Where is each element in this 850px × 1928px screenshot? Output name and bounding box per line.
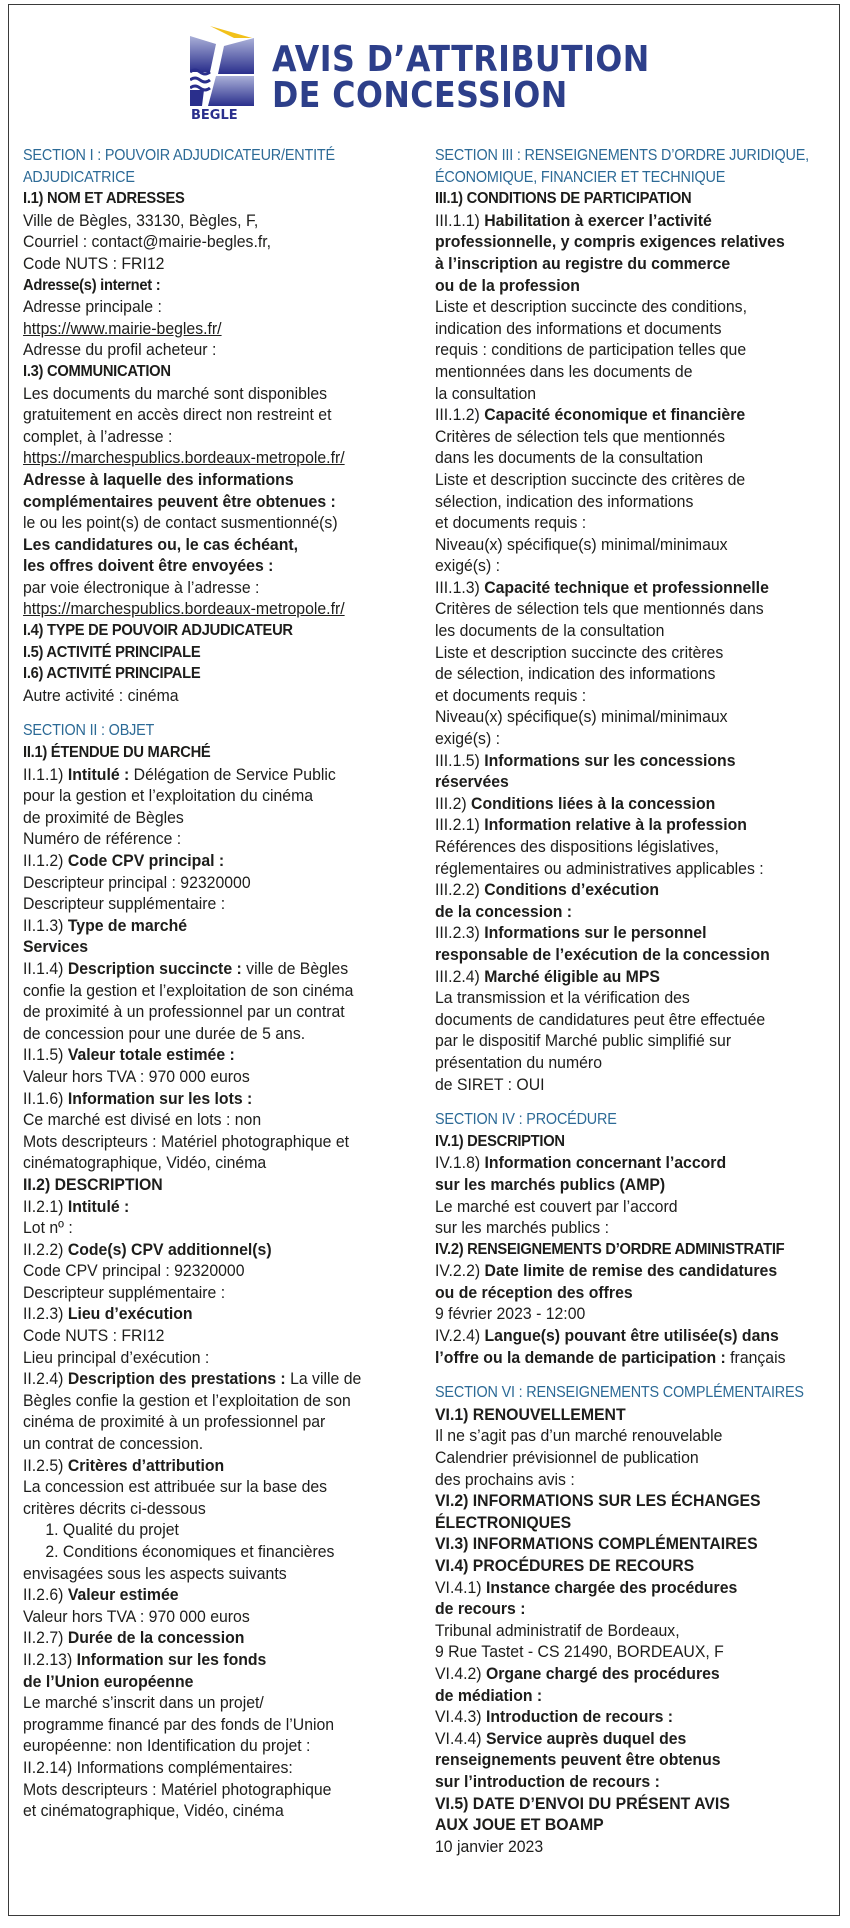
text-line: documents de candidatures peut être effectuée	[435, 1009, 766, 1029]
text-line: sélection, indication des informations	[435, 491, 694, 511]
text-line: réservées	[435, 772, 509, 792]
item-number: VI.4.1)	[435, 1577, 486, 1597]
text-line: réglementaires ou administratives applicables :	[435, 858, 764, 878]
text-line: Autre activité : cinéma	[23, 685, 179, 705]
begles-logo	[190, 24, 254, 120]
text-line: de proximité de Bègles	[23, 807, 184, 827]
text-line: de proximité à un professionnel par un contrat	[23, 1002, 345, 1022]
text-line: de sélection, indication des informations	[435, 664, 716, 684]
deadline-date: 9 février 2023 - 12:00	[435, 1304, 586, 1324]
text-line: La transmission et la vérification des	[435, 988, 690, 1008]
subsection-heading: VI.5) DATE D’ENVOI DU PRÉSENT AVIS	[435, 1793, 730, 1813]
text-line: responsable de l’exécution de la concession	[435, 944, 770, 964]
text-line: Numéro de référence :	[23, 829, 182, 849]
item-number: VI.4.4)	[435, 1728, 486, 1748]
item-number: III.1.1)	[435, 210, 485, 230]
text-line: professionnelle, y compris exigences relatives	[435, 232, 785, 252]
section-heading: SECTION VI : RENSEIGNEMENTS COMPLÉMENTAIRES	[435, 1384, 804, 1402]
text-line: gratuitement en accès direct non restreint et	[23, 405, 332, 425]
criteria-item: 2. Conditions économiques et financières	[45, 1542, 335, 1561]
item-number: II.2.2)	[23, 1239, 68, 1259]
item-number: II.1.6)	[23, 1088, 68, 1108]
marchespublics-link[interactable]: https://marchespublics.bordeaux-metropole.fr/	[23, 448, 345, 468]
item-number: IV.2.2)	[435, 1261, 485, 1281]
text-line: Références des dispositions législatives,	[435, 837, 719, 856]
item-label: Habilitation à exercer l’activité	[484, 210, 712, 230]
item-number: IV.2.4)	[435, 1326, 485, 1346]
item-text: ville de Bègles	[246, 958, 349, 978]
text-line: 9 Rue Tastet - CS 21490, BORDEAUX, F	[435, 1642, 724, 1662]
subsection-heading: II.1) ÉTENDUE DU MARCHÉ	[23, 744, 211, 762]
text-line: Ce marché est divisé en lots : non	[23, 1110, 262, 1130]
text-line: Descripteur principal : 92320000	[23, 872, 251, 892]
criteria-item: 1. Qualité du projet	[45, 1520, 179, 1540]
item-number: II.1.4)	[23, 958, 68, 978]
text-line: Critères de sélection tels que mentionnés	[435, 426, 726, 446]
text-line: Critères de sélection tels que mentionnés dans	[435, 599, 764, 619]
item-text: La ville de	[290, 1369, 362, 1389]
text-line: le ou les point(s) de contact susmentionné(s)	[23, 513, 338, 533]
text-line: ou de la profession	[435, 275, 580, 295]
item-number: II.1.5)	[23, 1045, 68, 1065]
text-line: Lot nº :	[23, 1218, 73, 1238]
item-label: Capacité technique et professionnelle	[484, 577, 769, 597]
item-number: II.2.5)	[23, 1455, 68, 1475]
text-line: des prochains avis :	[435, 1469, 575, 1489]
item-label: Intitulé :	[67, 1196, 130, 1216]
item-label: Description des prestations :	[67, 1369, 291, 1389]
notice-title	[272, 39, 650, 116]
text-line: Adresse principale :	[23, 297, 162, 317]
subsection-heading: AUX JOUE ET BOAMP	[435, 1815, 604, 1835]
subsection-heading: IV.1) DESCRIPTION	[435, 1132, 565, 1150]
subsection-heading: III.1) CONDITIONS DE PARTICIPATION	[435, 190, 692, 208]
item-label: l’offre ou la demande de participation :	[435, 1347, 731, 1367]
text-line: complémentaires peuvent être obtenues :	[23, 491, 336, 511]
item-number: IV.1.8)	[435, 1153, 485, 1173]
text-line: Valeur hors TVA : 970 000 euros	[23, 1606, 250, 1626]
text-line: Calendrier prévisionnel de publication	[435, 1448, 699, 1468]
text-line: de concession pour une durée de 5 ans.	[23, 1023, 306, 1043]
send-date: 10 janvier 2023	[435, 1836, 544, 1856]
item-number: II.1.3)	[23, 915, 68, 935]
text-line: programme financé par des fonds de l’Union	[23, 1714, 335, 1734]
section-heading: SECTION II : OBJET	[23, 722, 155, 740]
item-number: II.2.6)	[23, 1585, 68, 1605]
text-line: Il ne s’agit pas d’un marché renouvelable	[435, 1426, 723, 1446]
item-number: II.2.1)	[23, 1196, 68, 1216]
text-line: critères décrits ci-dessous	[23, 1498, 206, 1518]
text-line: et documents requis :	[435, 685, 587, 705]
subsection-heading: I.4) TYPE DE POUVOIR ADJUDICATEUR	[23, 622, 293, 640]
item-label: Introduction de recours :	[485, 1707, 674, 1727]
item-label: Description succincte :	[67, 958, 247, 978]
item-text: français	[730, 1347, 786, 1367]
text-line: Services	[23, 937, 89, 957]
item-label: Marché éligible au MPS	[484, 966, 660, 986]
text-line: confie la gestion et l’exploitation de son cinéma	[23, 980, 354, 1000]
text-line: Niveau(x) spécifique(s) minimal/minimaux	[435, 534, 728, 554]
subsection-heading: Adresse(s) internet :	[23, 276, 161, 294]
item-label: Durée de la concession	[67, 1628, 245, 1648]
item-label: Information sur les lots :	[67, 1088, 253, 1108]
text-line: de la concession :	[435, 901, 573, 921]
item-number: II.2.13)	[23, 1649, 77, 1669]
text-line: un contrat de concession.	[23, 1434, 204, 1454]
text-line: les documents de la consultation	[435, 621, 665, 641]
text-line: Le marché s’inscrit dans un projet/	[23, 1693, 264, 1713]
item-number: II.2.3)	[23, 1304, 68, 1324]
text-line: Descripteur supplémentaire :	[23, 1282, 226, 1302]
item-label: Capacité économique et financière	[484, 405, 746, 425]
subsection-heading: I.5) ACTIVITÉ PRINCIPALE	[23, 643, 201, 661]
text-line: européenne: non Identification du projet :	[23, 1736, 311, 1756]
item-number: III.1.5)	[435, 750, 485, 770]
text-line: par voie électronique à l’adresse :	[23, 577, 260, 597]
item-number: VI.4.3)	[435, 1707, 486, 1727]
website-link[interactable]: https://www.mairie-begles.fr/	[23, 318, 222, 338]
text-line: de l’Union européenne	[23, 1671, 194, 1691]
item-number: III.2.4)	[435, 966, 485, 986]
item-number: II.1.1)	[23, 764, 68, 784]
section-heading: SECTION IV : PROCÉDURE	[435, 1111, 617, 1129]
text-line: Bègles confie la gestion et l’exploitation de son	[23, 1390, 351, 1410]
item-label: Valeur estimée	[67, 1585, 179, 1605]
item-label: Information relative à la profession	[484, 815, 747, 835]
text-line: requis : conditions de participation telles que	[435, 340, 747, 360]
item-label: Instance chargée des procédures	[485, 1577, 738, 1597]
item-label: Langue(s) pouvant être utilisée(s) dans	[484, 1326, 779, 1346]
title-line-2: DE CONCESSION	[272, 75, 568, 116]
notice-header	[190, 24, 650, 124]
text-line: Liste et description succincte des critères	[435, 642, 724, 662]
text-line: Adresse à laquelle des informations	[23, 469, 294, 489]
title-line-1: AVIS D’ATTRIBUTION	[272, 39, 650, 80]
subsection-heading: IV.2) RENSEIGNEMENTS D’ORDRE ADMINISTRATIF	[435, 1240, 785, 1258]
item-label: Service auprès duquel des	[485, 1728, 687, 1748]
text-line: de SIRET : OUI	[435, 1074, 545, 1094]
item-label: Critères d’attribution	[67, 1455, 225, 1475]
logo-sail-shape	[210, 26, 252, 38]
logo-waves	[190, 70, 210, 90]
text-line: Tribunal administratif de Bordeaux,	[435, 1620, 680, 1640]
item-number: VI.4.2)	[435, 1663, 486, 1683]
item-number: II.2.7)	[23, 1628, 68, 1648]
text-line: cinématographique, Vidéo, cinéma	[23, 1153, 267, 1173]
logo-text: BEGLE	[191, 108, 238, 120]
item-label: Informations sur les concessions	[484, 750, 736, 770]
item-number: II.1.2)	[23, 851, 68, 870]
text-line: exigé(s) :	[435, 729, 501, 749]
text-line: Valeur hors TVA : 970 000 euros	[23, 1066, 250, 1086]
text-line: Adresse du profil acheteur :	[23, 340, 217, 360]
section-heading: SECTION III : RENSEIGNEMENTS D’ORDRE JURIDIQUE,	[435, 147, 809, 164]
section-heading: ADJUDICATRICE	[23, 168, 135, 186]
text-line: Mots descripteurs : Matériel photographique et	[23, 1131, 350, 1151]
subsection-heading: ÉLECTRONIQUES	[435, 1512, 572, 1532]
email-text: Courriel : contact@mairie-begles.fr,	[23, 232, 272, 252]
subsection-heading: VI.2) INFORMATIONS SUR LES ÉCHANGES	[435, 1491, 761, 1511]
text-line: II.2.14) Informations complémentaires:	[23, 1757, 293, 1777]
text-line: les offres doivent être envoyées :	[23, 556, 274, 576]
subsection-heading: I.6) ACTIVITÉ PRINCIPALE	[23, 665, 201, 683]
text-line: Le marché est couvert par l’accord	[435, 1196, 678, 1216]
text-line: Lieu principal d’exécution :	[23, 1347, 210, 1367]
text-line: sur l’introduction de recours :	[435, 1771, 660, 1791]
text-line: pour la gestion et l’exploitation du cinéma	[23, 786, 314, 806]
item-label: Lieu d’exécution	[67, 1304, 193, 1324]
item-label: Valeur totale estimée :	[67, 1045, 235, 1065]
item-label: Informations sur le personnel	[484, 923, 707, 943]
item-label: Information concernant l’accord	[484, 1153, 727, 1173]
text-line: Ville de Bègles, 33130, Bègles, F,	[23, 210, 259, 230]
text-line: Les documents du marché sont disponibles	[23, 383, 328, 403]
text-line: la consultation	[435, 383, 537, 403]
item-label: Conditions d’exécution	[484, 880, 660, 900]
text-line: cinéma de proximité à un professionnel par	[23, 1412, 326, 1432]
text-line: de recours :	[435, 1599, 526, 1619]
item-label: Intitulé :	[67, 764, 134, 784]
subsection-heading: VI.1) RENOUVELLEMENT	[435, 1404, 626, 1424]
item-number: III.2.3)	[435, 923, 485, 943]
item-text: Délégation de Service Public	[133, 764, 336, 784]
subsection-heading: I.3) COMMUNICATION	[23, 362, 171, 380]
text-line: Liste et description succincte des critères de	[435, 469, 746, 489]
text-line: à l’inscription au registre du commerce	[435, 253, 731, 273]
item-number: II.2.4)	[23, 1369, 68, 1389]
text-line: de médiation :	[435, 1685, 543, 1705]
text-line: et documents requis :	[435, 513, 587, 533]
item-label: Conditions liées à la concession	[471, 793, 716, 813]
text-line: ou de réception des offres	[435, 1282, 633, 1302]
text-line: Niveau(x) spécifique(s) minimal/minimaux	[435, 707, 728, 727]
text-line: et cinématographique, Vidéo, cinéma	[23, 1801, 284, 1821]
text-line: présentation du numéro	[435, 1052, 602, 1072]
item-number: III.1.2)	[435, 405, 485, 425]
text-line: Descripteur supplémentaire :	[23, 894, 226, 914]
item-label: Code CPV principal :	[67, 851, 225, 870]
text-line: sur les marchés publics (AMP)	[435, 1174, 666, 1194]
item-label: Type de marché	[67, 915, 188, 935]
text-line: exigé(s) :	[435, 556, 501, 576]
item-number: III.1.3)	[435, 577, 485, 597]
item-label: Date limite de remise des candidatures	[484, 1261, 778, 1281]
text-line: renseignements peuvent être obtenus	[435, 1750, 721, 1770]
text-line: dans les documents de la consultation	[435, 448, 704, 468]
item-label: Code(s) CPV additionnel(s)	[67, 1239, 272, 1259]
text-line: Mots descripteurs : Matériel photographique	[23, 1779, 332, 1799]
subsection-heading: II.2) DESCRIPTION	[23, 1174, 163, 1194]
item-label: Organe chargé des procédures	[485, 1663, 720, 1683]
section-heading: SECTION I : POUVOIR ADJUDICATEUR/ENTITÉ	[23, 147, 335, 164]
item-number: III.2.1)	[435, 815, 485, 835]
subsection-heading: VI.3) INFORMATIONS COMPLÉMENTAIRES	[435, 1534, 758, 1554]
text-line: La concession est attribuée sur la base des	[23, 1477, 328, 1497]
text-line: Code CPV principal : 92320000	[23, 1261, 245, 1281]
right-column	[435, 145, 835, 1857]
text-line: par le dispositif Marché public simplifié sur	[435, 1031, 732, 1051]
subsection-heading: I.1) NOM ET ADRESSES	[23, 190, 185, 208]
text-line: indication des informations et documents	[435, 318, 722, 338]
text-line: Code NUTS : FRI12	[23, 253, 165, 273]
text-line: mentionnées dans les documents de	[435, 361, 693, 381]
text-line: envisagées sous les aspects suivants	[23, 1563, 287, 1583]
text-line: Liste et description succincte des conditions,	[435, 297, 747, 317]
item-number: III.2.2)	[435, 880, 485, 900]
item-number: III.2)	[435, 793, 472, 813]
section-heading: ÉCONOMIQUE, FINANCIER ET TECHNIQUE	[435, 168, 726, 186]
marchespublics-link[interactable]: https://marchespublics.bordeaux-metropole.fr/	[23, 599, 345, 619]
left-column	[23, 145, 423, 1822]
subsection-heading: VI.4) PROCÉDURES DE RECOURS	[435, 1556, 695, 1575]
item-label: Information sur les fonds	[76, 1649, 267, 1669]
text-line: Les candidatures ou, le cas échéant,	[23, 534, 299, 554]
text-line: complet, à l’adresse :	[23, 426, 173, 446]
text-line: Code NUTS : FRI12	[23, 1326, 165, 1346]
text-line: sur les marchés publics :	[435, 1218, 609, 1238]
